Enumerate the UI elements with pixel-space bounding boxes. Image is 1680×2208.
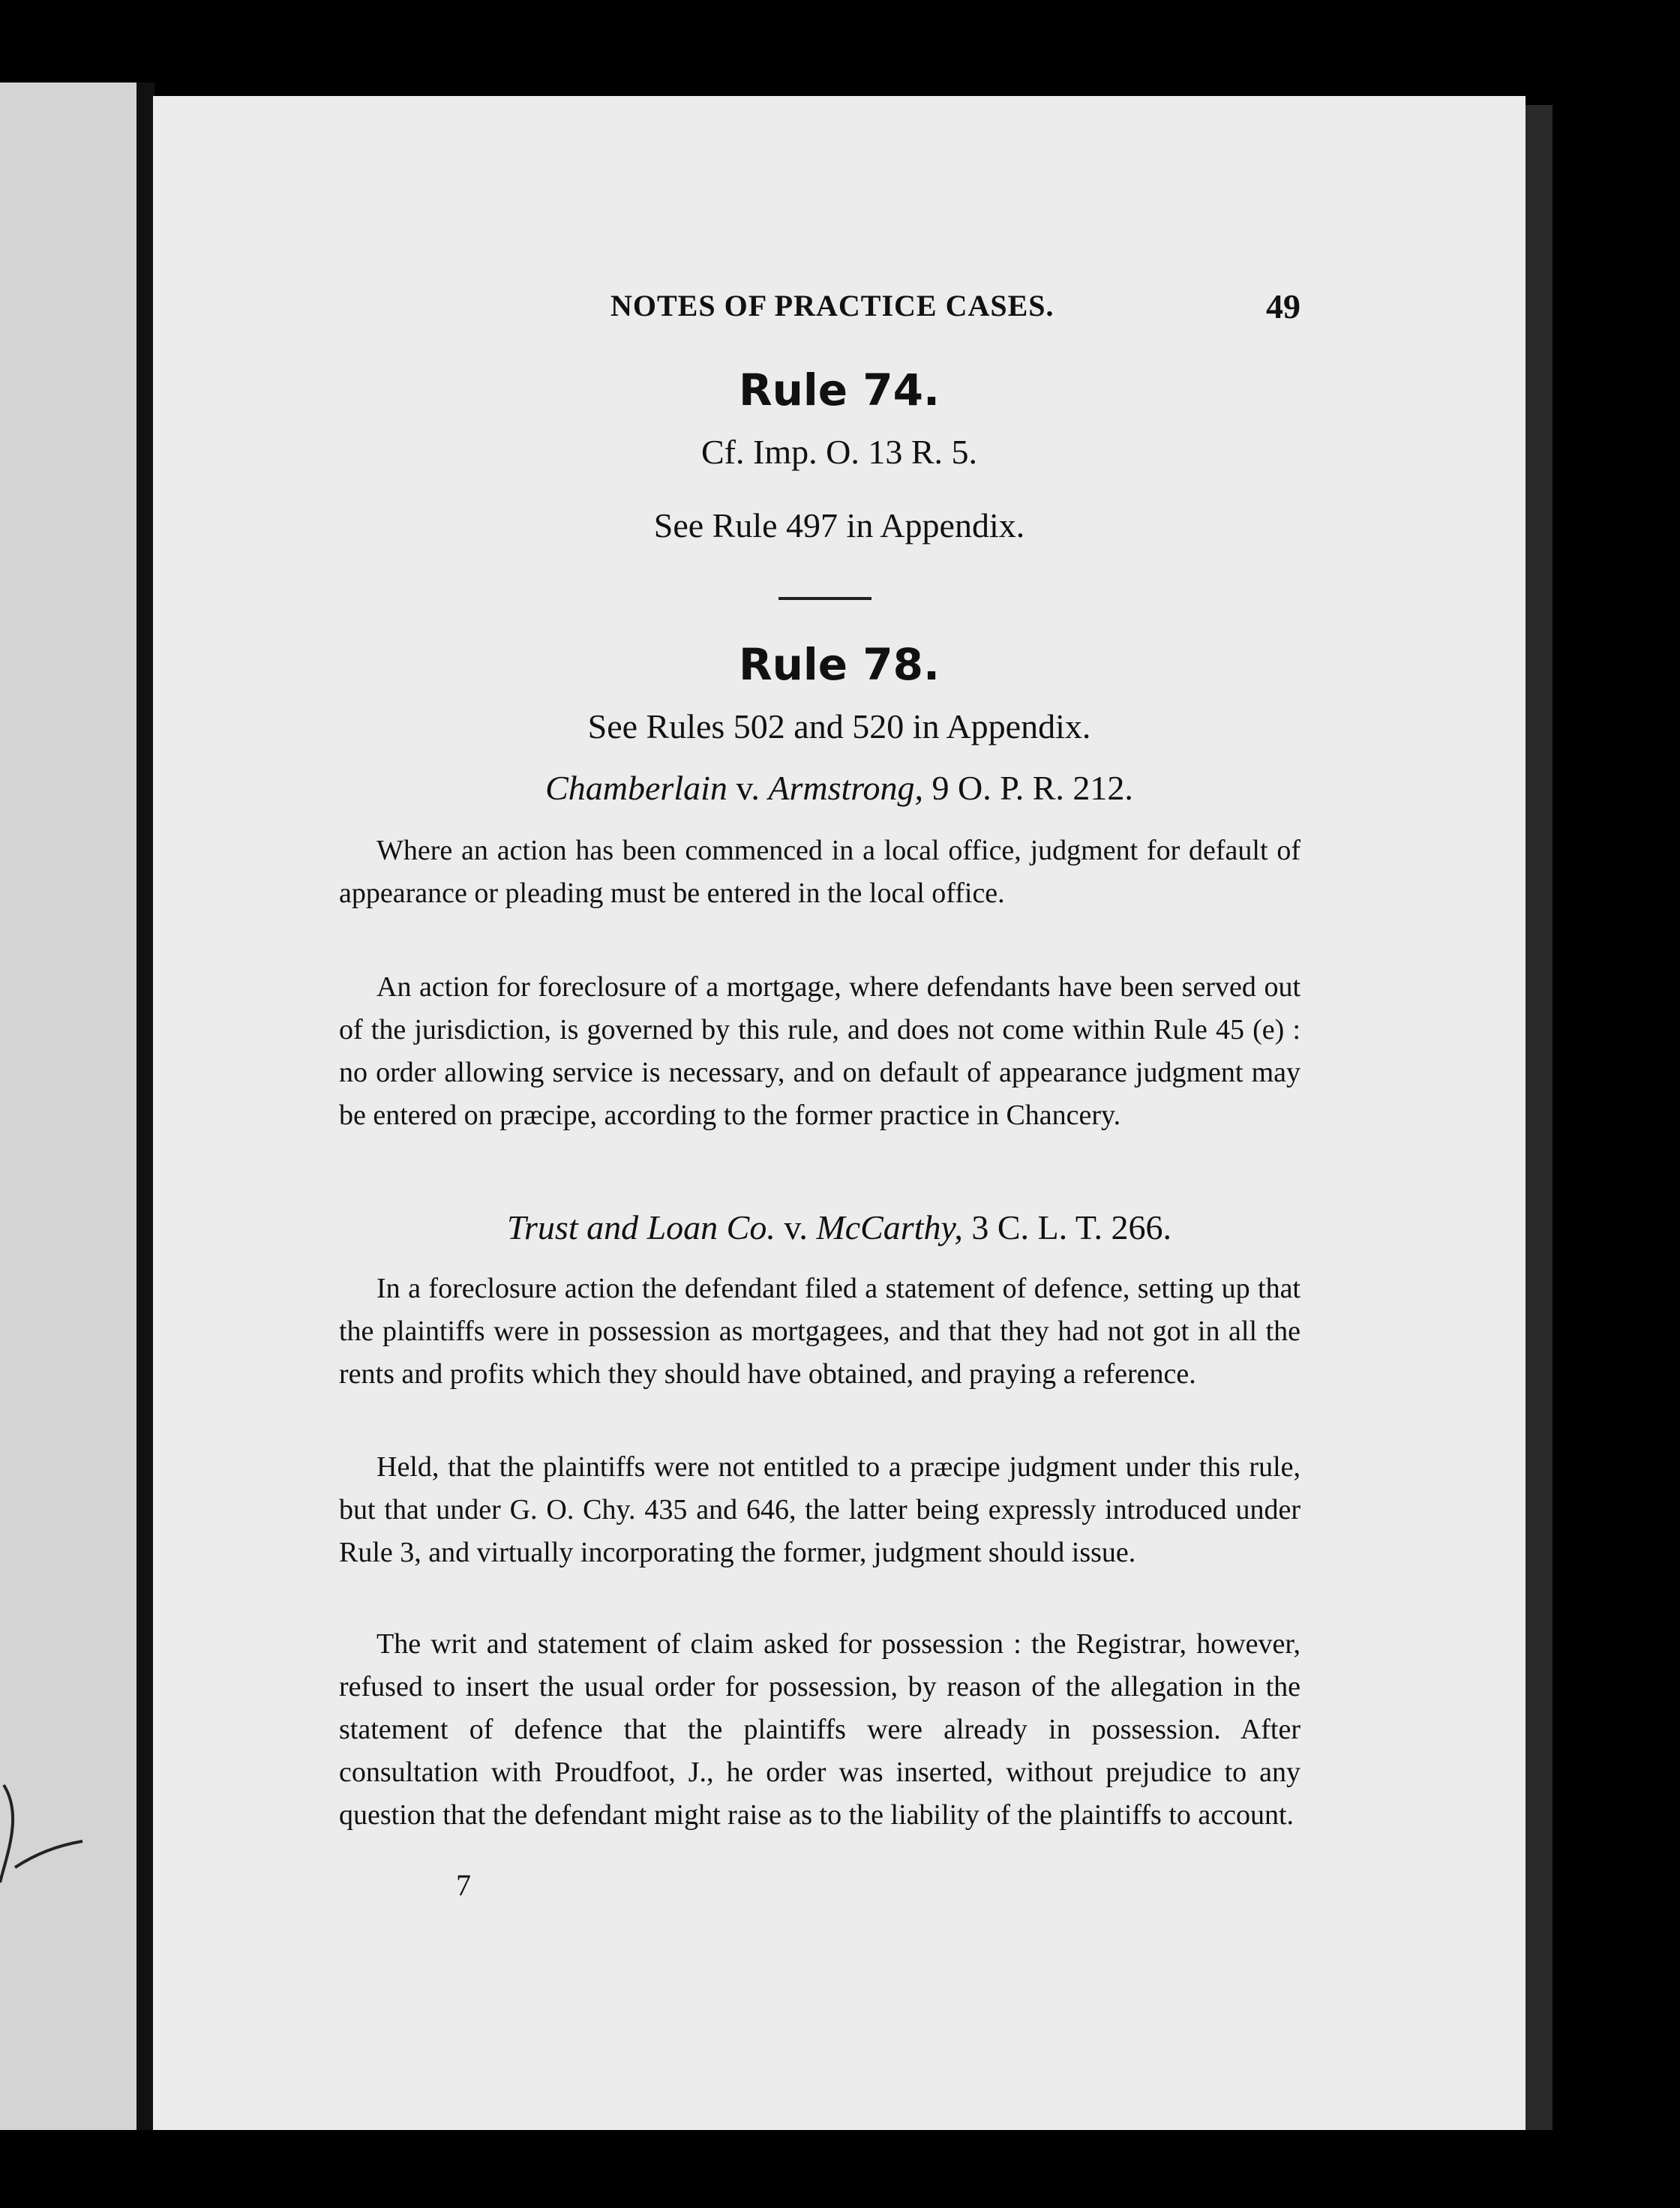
case-1-versus: v. <box>727 769 769 807</box>
case-2-versus: v. <box>775 1208 817 1246</box>
rule-74-heading: Rule 74. <box>738 364 940 416</box>
case-2-party-2: McCarthy, <box>816 1208 963 1246</box>
case-2-paragraph-1: In a foreclosure action the defendant filed a statement of defence, setting up that the plaintiffs were in possession as mortgagees, and that they had not got in all the rents and profits which they should have obtained, and praying a reference. <box>339 1273 1300 1390</box>
case-2-paragraph-3: The writ and statement of claim asked for possession : the Registrar, however, refused to insert the usual order for possession, by reason of the allegation in the statement of defence that the plaintiffs were already in possession. After consultation with Proudfoot, J., he order was inserted, without prejudice to any question that the defendant might raise as to the liability of the plaintiffs to account. <box>339 1628 1300 1831</box>
rule-74-see: See Rule 497 in Appendix. <box>653 506 1025 544</box>
margin-scribble <box>0 1770 90 1905</box>
page-edge-shadow <box>1526 105 1552 2130</box>
case-1-title <box>153 768 1526 808</box>
case-1-party-2: Armstrong, <box>768 769 923 807</box>
page-number: 49 <box>1266 287 1300 326</box>
case-2-citation: 3 C. L. T. 266. <box>962 1208 1172 1246</box>
case-2-party-1: Trust and Loan Co. <box>506 1208 776 1246</box>
rule-78-heading: Rule 78. <box>738 639 940 690</box>
case-1-citation: 9 O. P. R. 212. <box>923 769 1133 807</box>
book-gutter <box>136 82 154 2130</box>
case-2-title <box>153 1208 1526 1247</box>
running-head: NOTES OF PRACTICE CASES. <box>610 289 1054 322</box>
section-divider <box>778 597 872 600</box>
rule-74-cf: Cf. Imp. O. 13 R. 5. <box>701 433 977 471</box>
case-2-paragraph-2: Held, that the plaintiffs were not entitled to a præcipe judgment under this rule, but that under G. O. Chy. 435 and 646, the latter being expressly introduced under Rule 3, and virtually incorporating the former, judgment should issue. <box>339 1451 1300 1568</box>
case-1-party-1: Chamberlain <box>545 769 728 807</box>
case-1-paragraph-1: Where an action has been commenced in a local office, judgment for default of appearance or pleading must be entered in the local office. <box>339 835 1300 909</box>
case-1-paragraph-2: An action for foreclosure of a mortgage, where defendants have been served out of the jurisdiction, is governed by this rule, and does not come within Rule 45 (e) : no order allowing service is necessary, and on default of appearance judgment may be entered on præcipe, according to the former practice in Chancery. <box>339 971 1300 1131</box>
rule-78-see: See Rules 502 and 520 in Appendix. <box>587 707 1091 746</box>
signature-mark: 7 <box>456 1868 471 1902</box>
